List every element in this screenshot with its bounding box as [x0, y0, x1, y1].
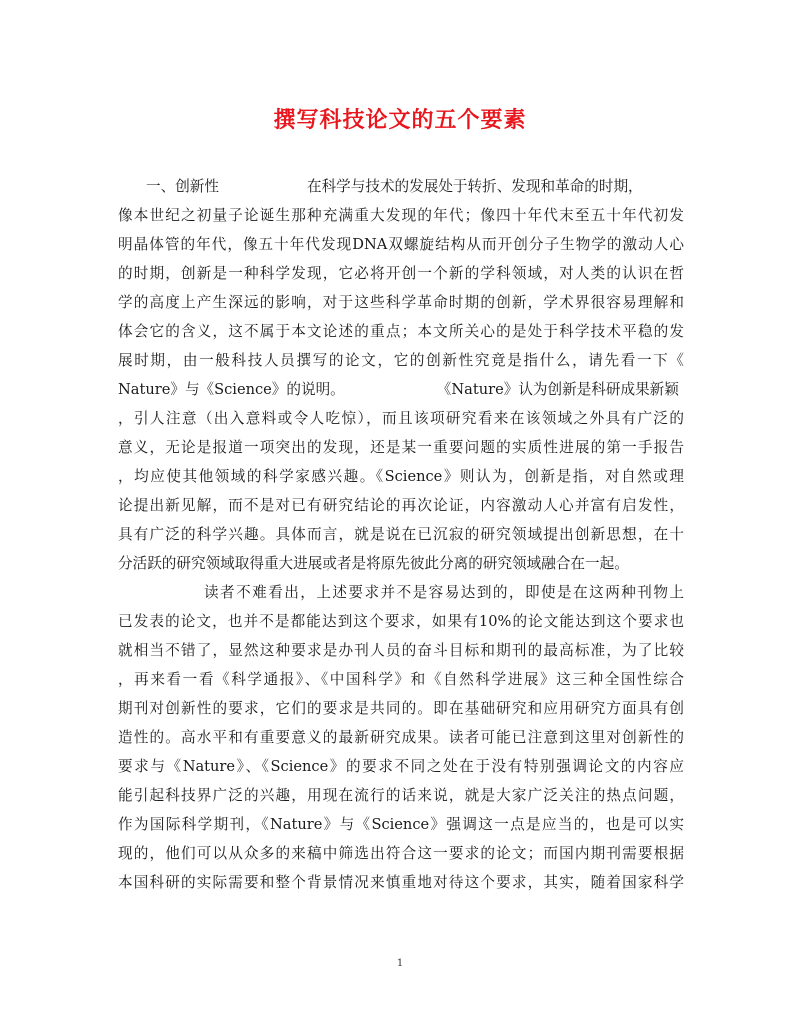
text-line: 就相当不错了，显然这种要求是办刊人员的奋斗目标和期刊的最高标准，为了比较 — [118, 642, 684, 659]
text-line: ，引人注意（出入意料或令人吃惊），而且该项研究看来在该领域之外具有广泛的 — [118, 410, 684, 427]
text-line: 现的，他们可以从众多的来稿中筛选出符合这一要求的论文；而国内期刊需要根据 — [118, 845, 684, 862]
text-line: 已发表的论文，也并不是都能达到这个要求，如果有10%的论文能达到这个要求也 — [118, 613, 684, 630]
document-body — [118, 172, 684, 897]
text-line: ，均应使其他领域的科学家感兴趣。《Science》则认为，创新是指，对自然或理 — [118, 468, 684, 485]
text-line — [118, 172, 684, 201]
text-line: 期刊对创新性的要求，它们的要求是共同的。即在基础研究和应用研究方面具有创 — [118, 700, 684, 717]
text-segment: 《Nature》认为创新是科研成果新颖 — [436, 381, 679, 398]
text-line: 像本世纪之初量子论诞生那种充满重大发现的年代；像四十年代末至五十年代初发 — [118, 207, 684, 224]
text-line: ，再来看一看《科学通报》、《中国科学》和《自然科学进展》这三种全国性综合 — [118, 671, 684, 688]
text-line: 分活跃的研究领域取得重大进展或者是将原先彼此分离的研究领域融合在一起。 — [118, 555, 629, 572]
text-line: 论提出新见解，而不是对已有研究结论的再次论证，内容激动人心并富有启发性， — [118, 497, 684, 514]
page-number: 1 — [396, 958, 404, 969]
text-line: 作为国际科学期刊，《Nature》与《Science》强调这一点是应当的，也是可以实 — [118, 816, 684, 833]
text-line: 的时期，创新是一种科学发现，它必将开创一个新的学科领域，对人类的认识在哲 — [118, 265, 684, 282]
text-line: 学的高度上产生深远的影响，对于这些科学革命时期的创新，学术界很容易理解和 — [118, 294, 684, 311]
text-line: 意义，无论是报道一项突出的发现，还是某一重要问题的实质性进展的第一手报告 — [118, 439, 684, 456]
text-line: 读者不难看出，上述要求并不是容易达到的，即使是在这两种刊物上 — [204, 584, 684, 601]
text-line: 能引起科技界广泛的兴趣，用现在流行的话来说，就是大家广泛关注的热点问题， — [118, 787, 684, 804]
text-segment: 在科学与技术的发展处于转折、发现和革命的时期， — [306, 178, 643, 195]
text-line: 展时期，由一般科技人员撰写的论文，它的创新性究竟是指什么，请先看一下《 — [118, 352, 684, 369]
text-line: 体会它的含义，这不属于本文论述的重点；本文所关心的是处于科学技术平稳的发 — [118, 323, 684, 340]
page-title: 撰写科技论文的五个要素 — [273, 107, 527, 133]
text-line: 造性的。高水平和有重要意义的最新研究成果。读者可能已注意到这里对创新性的 — [118, 729, 684, 746]
text-segment: 一、创新性 — [146, 178, 219, 195]
text-segment: Nature》与《Science》的说明。 — [118, 381, 345, 398]
text-line: 要求与《Nature》、《Science》的要求不同之处在于没有特别强调论文的内容应 — [118, 758, 684, 775]
text-line: 本国科研的实际需要和整个背景情况来慎重地对待这个要求，其实，随着国家科学 — [118, 874, 684, 891]
text-line: 明晶体管的年代，像五十年代发现DNA双螺旋结构从而开创分子生物学的激动人心 — [118, 236, 684, 253]
text-line — [118, 375, 684, 404]
text-line: 具有广泛的科学兴趣。具体而言，就是说在已沉寂的研究领域提出创新思想，在十 — [118, 526, 684, 543]
